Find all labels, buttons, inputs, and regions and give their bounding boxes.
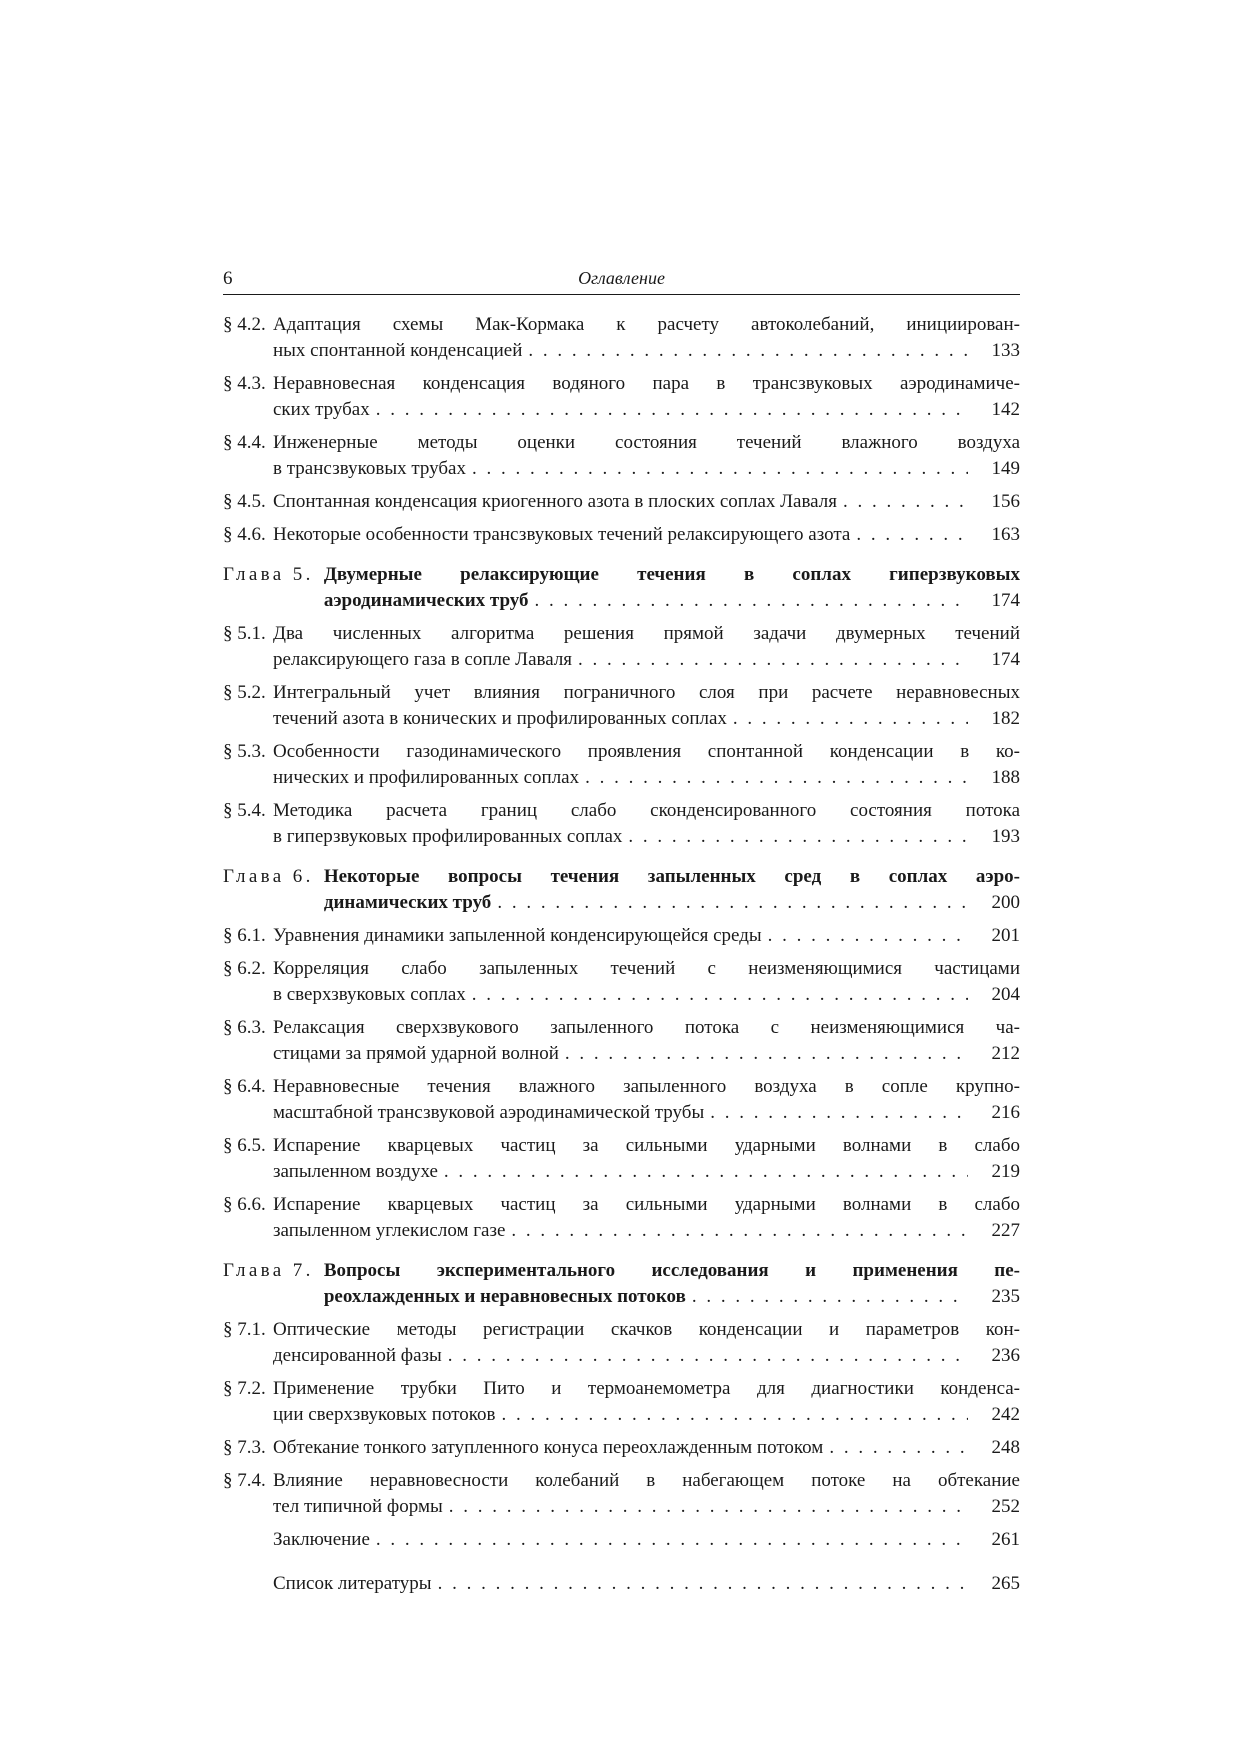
section-number: § 4.2.: [223, 314, 266, 335]
toc-entry[interactable]: [223, 1468, 1020, 1520]
toc-entry-title: стицами за прямой ударной волной: [273, 1043, 559, 1064]
toc-entry[interactable]: [223, 680, 1020, 732]
toc-entry-body: [273, 1468, 1020, 1520]
dot-leader: [491, 890, 968, 916]
toc-entry-body: [273, 430, 1020, 482]
toc-entry-body: [324, 562, 1020, 614]
toc-entry-title: Уравнения динамики запыленной конденсирующейся среды: [273, 925, 762, 946]
toc-chapter-entry[interactable]: [223, 1258, 1020, 1310]
toc-entry-title-line: Особенности газодинамического проявления спонтанной конденсации в ко-: [273, 741, 1020, 762]
dot-leader: [686, 1284, 968, 1310]
toc-page-number: 212: [991, 1043, 1020, 1064]
dot-leader: [496, 1402, 968, 1428]
toc-entry-title: аэродинамических труб: [323, 590, 529, 611]
toc-entry-last-line: [273, 489, 1020, 515]
toc-page-number: 242: [991, 1404, 1020, 1425]
dot-leader: [823, 1435, 968, 1461]
toc-entry[interactable]: [223, 621, 1020, 673]
toc-page-number: 261: [991, 1529, 1020, 1550]
toc-page-number: 149: [991, 458, 1020, 479]
toc-entry-title: ции сверхзвуковых потоков: [273, 1404, 496, 1425]
toc-entry-last-line: [324, 588, 1020, 614]
section-number: § 5.1.: [223, 623, 266, 644]
toc-entry-title-line: Оптические методы регистрации скачков конденсации и параметров кон-: [273, 1319, 1020, 1340]
dot-leader: [438, 1159, 968, 1185]
toc-entry[interactable]: [223, 798, 1020, 850]
toc-entry[interactable]: [223, 1317, 1020, 1369]
toc-entry-title: запыленном углекислом газе: [273, 1220, 506, 1241]
toc-entry-last-line: [273, 1343, 1020, 1369]
toc-entry-title: масштабной трансзвуковой аэродинамической трубы: [273, 1102, 705, 1123]
toc-entry[interactable]: [223, 956, 1020, 1008]
toc-page-number: 133: [991, 340, 1020, 361]
dot-leader: [622, 824, 968, 850]
toc-entry-title-line: Неравновесная конденсация водяного пара в трансзвуковых аэродинамиче-: [273, 373, 1020, 394]
section-number: § 6.4.: [223, 1076, 266, 1097]
toc-entry-title-line: Двумерные релаксирующие течения в соплах гиперзвуковых: [323, 564, 1020, 585]
toc-entry[interactable]: [223, 312, 1020, 364]
section-number: § 6.3.: [223, 1017, 266, 1038]
toc-entry-body: [273, 798, 1020, 850]
toc-entry-body: [273, 621, 1020, 673]
section-number: § 4.6.: [223, 524, 266, 545]
toc-entry-last-line: [273, 1494, 1020, 1520]
toc-entry-body: [273, 1074, 1020, 1126]
toc-entry-body: [273, 1527, 1020, 1553]
chapter-number: Глава 7.: [223, 1260, 314, 1281]
toc-entry-title: Некоторые особенности трансзвуковых течений релаксирующего азота: [273, 524, 851, 545]
table-of-contents: [223, 312, 1020, 1604]
toc-entry-last-line: [273, 765, 1020, 791]
toc-entry-title: тел типичной формы: [273, 1496, 443, 1517]
toc-page-number: 188: [991, 767, 1020, 788]
toc-entry-title: в трансзвуковых трубах: [273, 458, 466, 479]
toc-entry-title-line: Инженерные методы оценки состояния течений влажного воздуха: [273, 432, 1020, 453]
section-number: § 4.4.: [223, 432, 266, 453]
toc-page-number: 174: [991, 590, 1020, 611]
toc-page-number: 142: [991, 399, 1020, 420]
toc-page-number: 174: [991, 649, 1020, 670]
toc-entry-title-line: Неравновесные течения влажного запыленного воздуха в сопле крупно-: [273, 1076, 1020, 1097]
toc-entry-last-line: [273, 338, 1020, 364]
section-number: § 7.2.: [223, 1378, 266, 1399]
toc-entry-title: Список литературы: [273, 1573, 432, 1594]
toc-entry[interactable]: [223, 739, 1020, 791]
section-number: [223, 1571, 273, 1597]
toc-chapter-entry[interactable]: [223, 864, 1020, 916]
toc-page-number: 248: [991, 1437, 1020, 1458]
toc-entry-title-line: Влияние неравновесности колебаний в набегающем потоке на обтекание: [273, 1470, 1020, 1491]
dot-leader: [559, 1041, 968, 1067]
toc-entry-title-line: Испарение кварцевых частиц за сильными ударными волнами в слабо: [273, 1194, 1020, 1215]
toc-entry-body: [273, 956, 1020, 1008]
toc-page-number: 265: [991, 1573, 1020, 1594]
toc-entry-last-line: [324, 890, 1020, 916]
toc-entry-body: [273, 312, 1020, 364]
toc-entry-title-line: Применение трубки Пито и термоанемометра для диагностики конденса-: [273, 1378, 1020, 1399]
toc-entry-title: запыленном воздухе: [273, 1161, 438, 1182]
toc-entry-title: в гиперзвуковых профилированных соплах: [273, 826, 623, 847]
dot-leader: [370, 397, 968, 423]
chapter-number: Глава 6.: [223, 866, 314, 887]
toc-entry-body: [273, 1015, 1020, 1067]
toc-entry-last-line: [273, 1435, 1020, 1461]
toc-entry-title-line: Вопросы экспериментального исследования и применения пе-: [323, 1260, 1020, 1281]
dot-leader: [837, 489, 968, 515]
toc-entry-title-line: Интегральный учет влияния пограничного слоя при расчете неравновесных: [273, 682, 1020, 703]
toc-entry[interactable]: [223, 1376, 1020, 1428]
toc-entry-last-line: [273, 522, 1020, 548]
dot-leader: [432, 1571, 968, 1597]
toc-chapter-entry[interactable]: [223, 562, 1020, 614]
dot-leader: [443, 1494, 968, 1520]
toc-entry[interactable]: [223, 923, 1020, 949]
toc-entry-body: [273, 1571, 1020, 1597]
toc-entry-title-line: Корреляция слабо запыленных течений с неизменяющимися частицами: [273, 958, 1020, 979]
toc-entry-title: ных спонтанной конденсацией: [273, 340, 523, 361]
toc-page-number: 216: [991, 1102, 1020, 1123]
toc-entry-title: Заключение: [273, 1529, 370, 1550]
toc-entry-last-line: [273, 1041, 1020, 1067]
dot-leader: [579, 765, 968, 791]
dot-leader: [442, 1343, 968, 1369]
section-number: § 5.2.: [223, 682, 266, 703]
running-title: Оглавление: [578, 268, 665, 288]
toc-page-number: 252: [991, 1496, 1020, 1517]
dot-leader: [522, 338, 968, 364]
toc-page-number: 182: [991, 708, 1020, 729]
toc-entry-last-line: [273, 456, 1020, 482]
section-number: § 6.2.: [223, 958, 266, 979]
toc-entry[interactable]: [223, 1435, 1020, 1461]
toc-entry-last-line: [273, 1571, 1020, 1597]
toc-entry-last-line: [273, 923, 1020, 949]
toc-entry-title: Обтекание тонкого затупленного конуса переохлажденным потоком: [273, 1437, 824, 1458]
toc-entry[interactable]: [223, 489, 1020, 515]
toc-page-number: 227: [991, 1220, 1020, 1241]
toc-entry[interactable]: [223, 1527, 1020, 1553]
toc-entry-body: [273, 522, 1020, 548]
toc-entry-title: Спонтанная конденсация криогенного азота в плоских соплах Лаваля: [273, 491, 837, 512]
toc-entry-body: [273, 739, 1020, 791]
toc-entry-body: [324, 864, 1020, 916]
toc-entry-body: [273, 923, 1020, 949]
toc-entry-last-line: [273, 982, 1020, 1008]
toc-entry-last-line: [273, 1402, 1020, 1428]
toc-entry-body: [273, 1376, 1020, 1428]
dot-leader: [727, 706, 968, 732]
dot-leader: [572, 647, 968, 673]
toc-page-number: 200: [991, 892, 1020, 913]
toc-entry-title: нических и профилированных соплах: [273, 767, 580, 788]
chapter-number: Глава 5.: [223, 564, 314, 585]
toc-entry[interactable]: [223, 1074, 1020, 1126]
toc-entry[interactable]: [223, 1133, 1020, 1185]
toc-entry-title: денсированной фазы: [273, 1345, 442, 1366]
toc-entry-body: [273, 489, 1020, 515]
section-number: § 4.3.: [223, 373, 266, 394]
toc-entry-title-line: Релаксация сверхзвукового запыленного потока с неизменяющимися ча-: [273, 1017, 1020, 1038]
toc-page-number: 236: [991, 1345, 1020, 1366]
toc-page-number: 163: [991, 524, 1020, 545]
toc-entry[interactable]: [223, 430, 1020, 482]
toc-page-number: 156: [991, 491, 1020, 512]
toc-page-number: 193: [991, 826, 1020, 847]
dot-leader: [762, 923, 968, 949]
toc-page-number: 201: [991, 925, 1020, 946]
dot-leader: [466, 982, 968, 1008]
toc-page-number: 235: [991, 1286, 1020, 1307]
toc-entry-last-line: [273, 647, 1020, 673]
section-number: § 7.1.: [223, 1319, 266, 1340]
dot-leader: [850, 522, 968, 548]
section-number: § 5.4.: [223, 800, 266, 821]
dot-leader: [505, 1218, 968, 1244]
toc-entry-last-line: [273, 1218, 1020, 1244]
toc-entry-title: течений азота в конических и профилированных соплах: [273, 708, 727, 729]
section-number: § 6.6.: [223, 1194, 266, 1215]
toc-entry-last-line: [324, 1284, 1020, 1310]
toc-entry-title: ских трубах: [273, 399, 370, 420]
toc-entry-last-line: [273, 706, 1020, 732]
section-number: § 6.1.: [223, 925, 266, 946]
toc-entry-title: реохлажденных и неравновесных потоков: [323, 1286, 686, 1307]
toc-entry-last-line: [273, 1527, 1020, 1553]
section-number: § 6.5.: [223, 1135, 266, 1156]
toc-page-number: 204: [991, 984, 1020, 1005]
section-number: § 5.3.: [223, 741, 266, 762]
toc-entry[interactable]: [223, 522, 1020, 548]
toc-entry-title-line: Два численных алгоритма решения прямой задачи двумерных течений: [273, 623, 1020, 644]
toc-entry-last-line: [273, 397, 1020, 423]
toc-entry-body: [324, 1258, 1020, 1310]
toc-entry-title-line: Адаптация схемы Мак-Кормака к расчету автоколебаний, инициирован-: [273, 314, 1020, 335]
section-number: [223, 1527, 273, 1553]
dot-leader: [704, 1100, 968, 1126]
toc-entry[interactable]: [223, 1571, 1020, 1597]
toc-entry-last-line: [273, 1100, 1020, 1126]
page-number: 6: [223, 268, 233, 289]
dot-leader: [529, 588, 968, 614]
dot-leader: [370, 1527, 968, 1553]
toc-entry-body: [273, 371, 1020, 423]
toc-entry-title: динамических труб: [323, 892, 492, 913]
toc-entry-body: [273, 680, 1020, 732]
toc-entry-title-line: Испарение кварцевых частиц за сильными ударными волнами в слабо: [273, 1135, 1020, 1156]
toc-entry-title: релаксирующего газа в сопле Лаваля: [273, 649, 573, 670]
toc-entry[interactable]: [223, 371, 1020, 423]
toc-entry-title: в сверхзвуковых соплах: [273, 984, 466, 1005]
section-number: § 4.5.: [223, 491, 266, 512]
section-number: § 7.4.: [223, 1470, 266, 1491]
toc-entry[interactable]: [223, 1015, 1020, 1067]
toc-entry-body: [273, 1133, 1020, 1185]
toc-page-number: 219: [991, 1161, 1020, 1182]
page-header: [223, 268, 1020, 295]
toc-entry[interactable]: [223, 1192, 1020, 1244]
toc-entry-title-line: Некоторые вопросы течения запыленных сред в соплах аэро-: [323, 866, 1020, 887]
toc-entry-body: [273, 1317, 1020, 1369]
toc-entry-last-line: [273, 824, 1020, 850]
toc-entry-body: [273, 1435, 1020, 1461]
dot-leader: [466, 456, 968, 482]
section-number: § 7.3.: [223, 1437, 266, 1458]
toc-entry-title-line: Методика расчета границ слабо сконденсированного состояния потока: [273, 800, 1020, 821]
toc-entry-last-line: [273, 1159, 1020, 1185]
toc-entry-body: [273, 1192, 1020, 1244]
